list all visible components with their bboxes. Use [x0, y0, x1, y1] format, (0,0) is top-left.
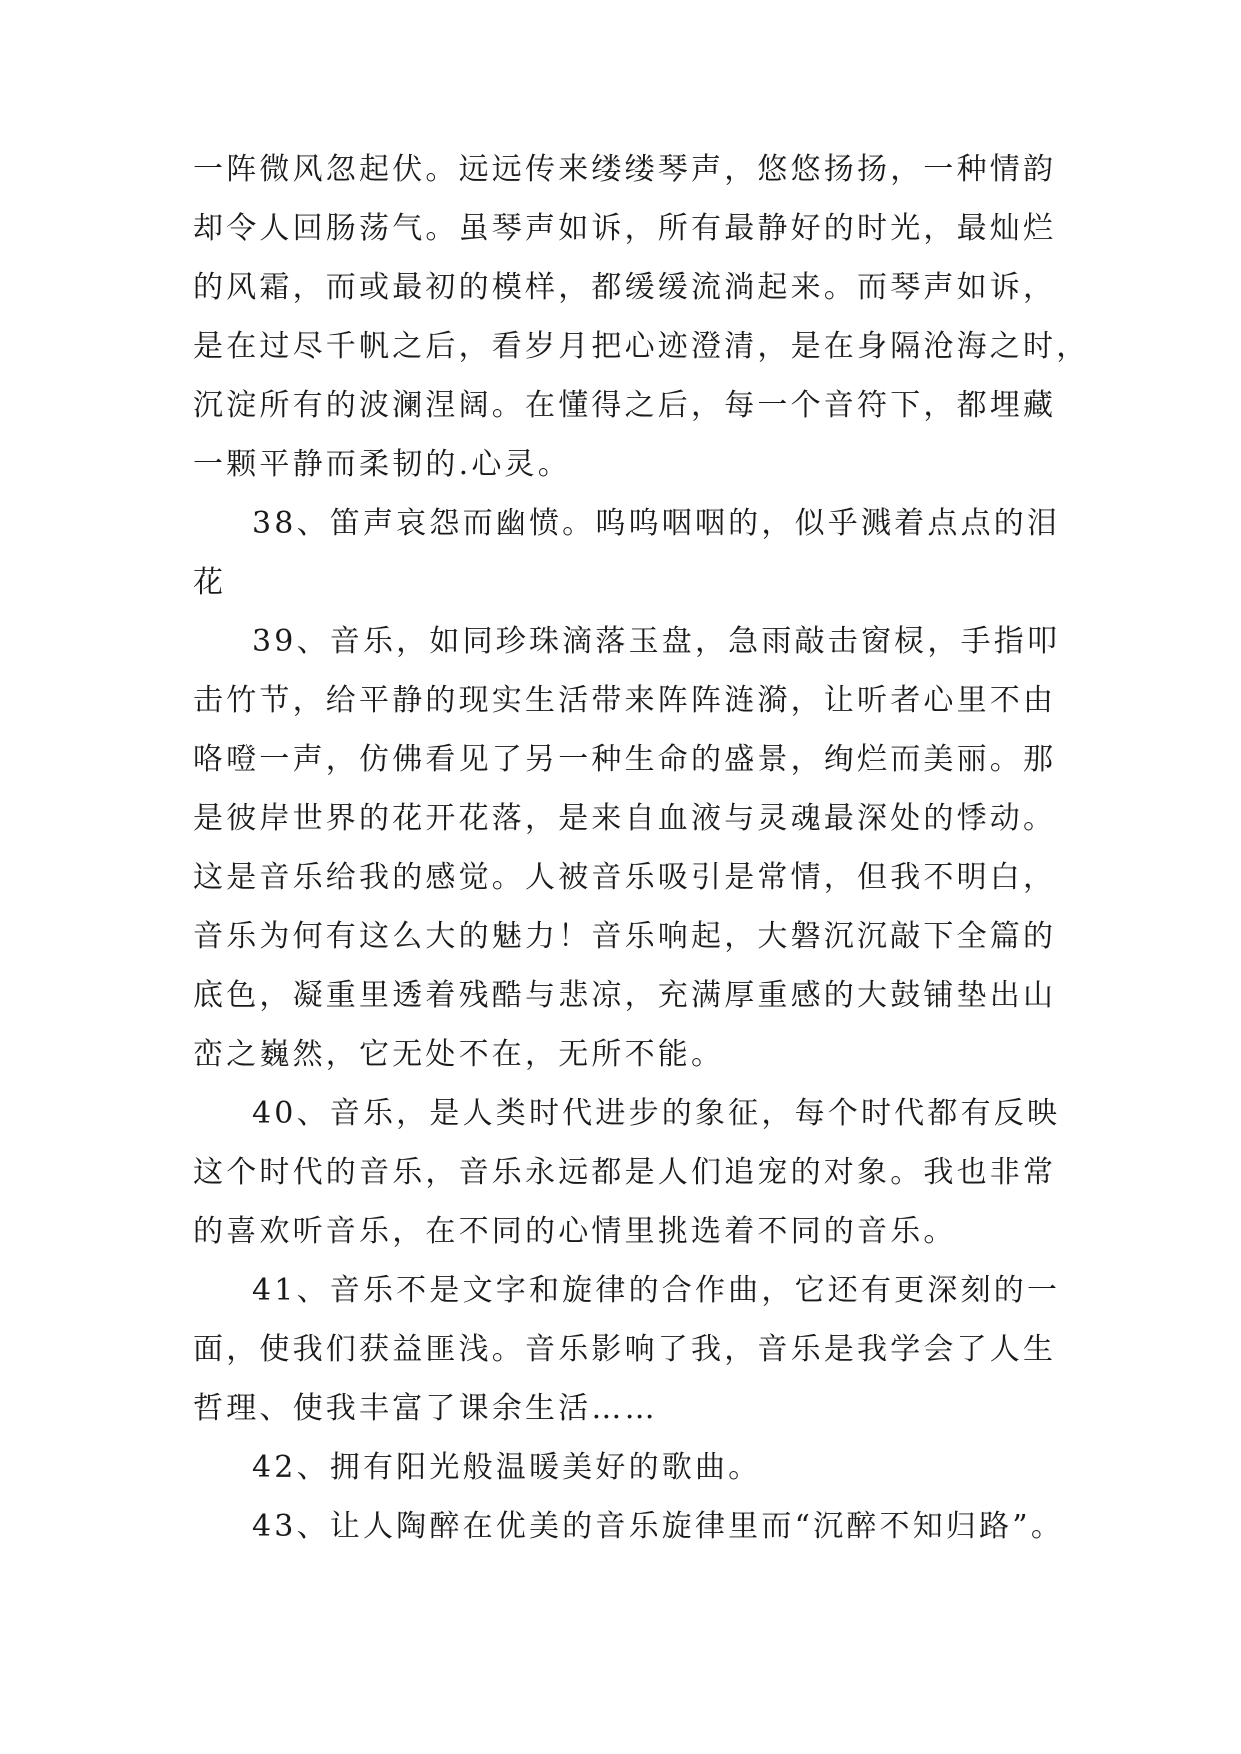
text-line: 却令人回肠荡气。虽琴声如诉，所有最静好的时光，最灿烂 — [193, 211, 1057, 246]
text-line: 沉淀所有的波澜涅阔。在懂得之后，每一个音符下，都埋藏 — [193, 388, 1057, 423]
text-line: 这个时代的音乐，音乐永远都是人们追宠的对象。我也非常 — [193, 1155, 1057, 1190]
text-line: 是彼岸世界的花开花落，是来自血液与灵魂最深处的悸动。 — [193, 801, 1057, 836]
text-line: 花 — [193, 565, 227, 600]
text-line: 这是音乐给我的感觉。人被音乐吸引是常情，但我不明白， — [193, 860, 1057, 895]
text-line: 哲理、使我丰富了课余生活…… — [193, 1391, 658, 1426]
text-line: 咯噔一声，仿佛看见了另一种生命的盛景，绚烂而美丽。那 — [193, 742, 1057, 777]
text-line: 面，使我们获益匪浅。音乐影响了我，音乐是我学会了人生 — [193, 1332, 1057, 1367]
paragraph-41-start: 41、音乐不是文字和旋律的合作曲，它还有更深刻的一 — [252, 1273, 1061, 1308]
text-line: 一颗平静而柔韧的.心灵。 — [193, 447, 571, 482]
text-line: 音乐为何有这么大的魅力！音乐响起，大磐沉沉敲下全篇的 — [193, 919, 1057, 954]
text-line: 的喜欢听音乐，在不同的心情里挑选着不同的音乐。 — [193, 1214, 957, 1249]
paragraph-39-start: 39、音乐，如同珍珠滴落玉盘，急雨敲击窗棂，手指叩 — [252, 624, 1061, 659]
paragraph-40-start: 40、音乐，是人类时代进步的象征，每个时代都有反映 — [252, 1096, 1061, 1131]
paragraph-38-start: 38、笛声哀怨而幽愤。呜呜咽咽的，似乎溅着点点的泪 — [252, 506, 1061, 541]
text-line: 是在过尽千帆之后，看岁月把心迹澄清，是在身隔沧海之时， — [193, 329, 1090, 364]
text-line: 峦之巍然，它无处不在，无所不能。 — [193, 1037, 725, 1072]
text-line: 的风霜，而或最初的模样，都缓缓流淌起来。而琴声如诉， — [193, 270, 1057, 305]
text-line: 一阵微风忽起伏。远远传来缕缕琴声，悠悠扬扬，一种情韵 — [193, 152, 1057, 187]
text-line: 底色，凝重里透着残酷与悲凉，充满厚重感的大鼓铺垫出山 — [193, 978, 1057, 1013]
paragraph-42: 42、拥有阳光般温暖美好的歌曲。 — [252, 1450, 762, 1485]
paragraph-43: 43、让人陶醉在优美的音乐旋律里而“沉醉不知归路”。 — [252, 1509, 1065, 1544]
text-line: 击竹节，给平静的现实生活带来阵阵涟漪，让听者心里不由 — [193, 683, 1057, 718]
